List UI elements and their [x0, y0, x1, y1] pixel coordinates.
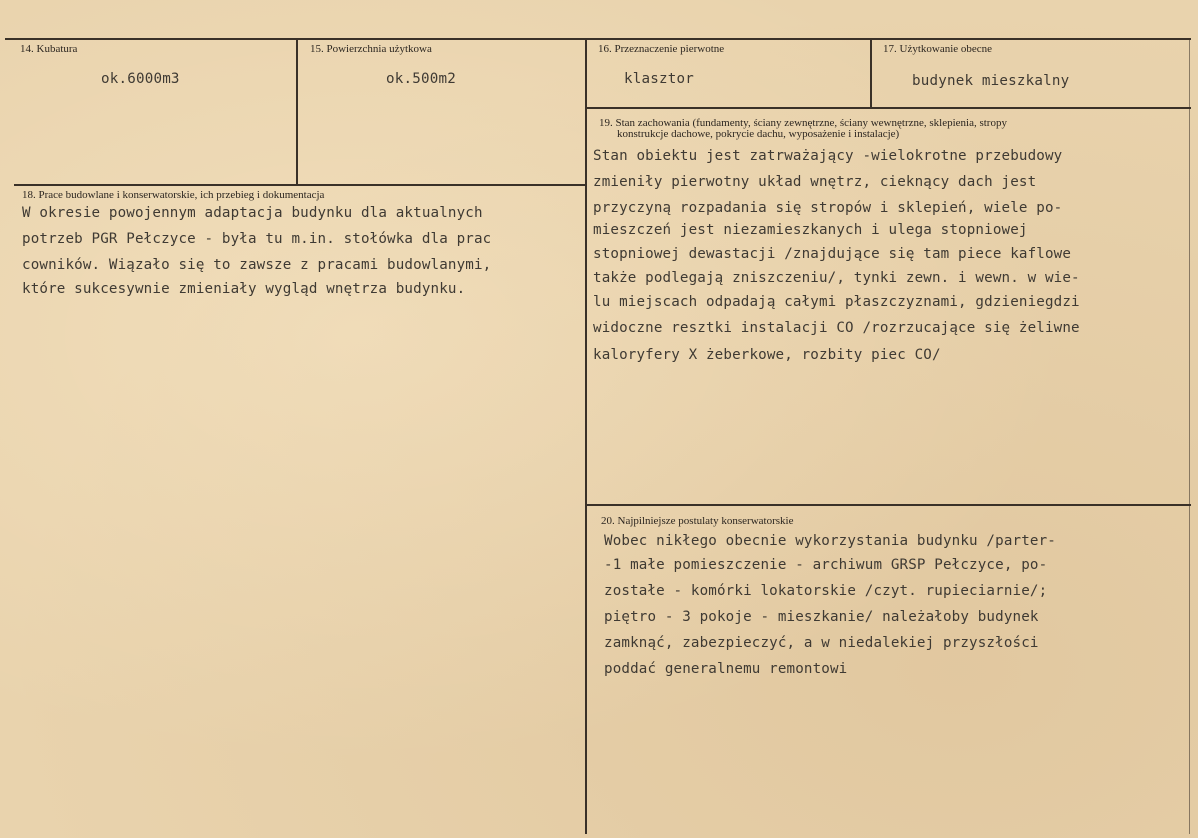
divider-15-18 — [14, 184, 587, 186]
divider-19-20 — [587, 504, 1191, 506]
field-18-label: 18. Prace budowlane i konserwatorskie, ich przebieg i dokumentacja — [22, 189, 325, 201]
field-19-line: stopniowej dewastacji /znajdujące się tam piece kaflowe — [593, 246, 1072, 262]
divider-14-15 — [296, 38, 298, 184]
field-15-label: 15. Powierzchnia użytkowa — [310, 43, 432, 55]
field-18-line: cowników. Wiązało się to zawsze z pracami budowlanymi, — [22, 257, 492, 273]
field-19-line: zmieniły pierwotny układ wnętrz, cieknący dach jest — [593, 174, 1037, 190]
divider-16-19 — [587, 107, 1191, 109]
right-border — [1189, 38, 1190, 834]
field-20-line: zamknąć, zabezpieczyć, a w niedalekiej przyszłości — [604, 635, 1039, 651]
field-15-value: ok.500m2 — [386, 71, 456, 87]
field-14-value: ok.6000m3 — [101, 71, 180, 87]
field-20-line: -1 małe pomieszczenie - archiwum GRSP Pełczyce, po- — [604, 557, 1048, 573]
field-20-line: poddać generalnemu remontowi — [604, 661, 848, 677]
field-19-label: 19. Stan zachowania (fundamenty, ściany zewnętrzne, ściany wewnętrzne, sklepienia, stropy — [599, 117, 1007, 129]
center-divider — [585, 38, 587, 834]
field-19-line: mieszczeń jest niezamieszkanych i ulega stopniowej — [593, 222, 1028, 238]
field-18-line: które sukcesywnie zmieniały wygląd wnętrza budynku. — [22, 281, 466, 297]
field-16-label: 16. Przeznaczenie pierwotne — [598, 43, 725, 55]
field-19-line: Stan obiektu jest zatrważający -wielokrotne przebudowy — [593, 148, 1063, 164]
divider-16-17 — [870, 38, 872, 108]
field-19-label-continued: konstrukcje dachowe, pokrycie dachu, wyposażenie i instalacje) — [617, 128, 900, 140]
field-14-label: 14. Kubatura — [20, 43, 78, 55]
field-19-line: widoczne resztki instalacji CO /rozrzucające się żeliwne — [593, 320, 1080, 336]
field-20-line: Wobec nikłego obecnie wykorzystania budynku /parter- — [604, 533, 1056, 549]
field-18-line: W okresie powojennym adaptacja budynku dla aktualnych — [22, 205, 483, 221]
field-20-line: zostałe - komórki lokatorskie /czyt. rupieciarnie/; — [604, 583, 1048, 599]
field-20-label: 20. Najpilniejsze postulaty konserwatorskie — [601, 515, 794, 527]
field-18-line: potrzeb PGR Pełczyce - była tu m.in. stołówka dla prac — [22, 231, 492, 247]
field-17-label: 17. Użytkowanie obecne — [883, 43, 993, 55]
field-19-line: także podlegają zniszczeniu/, tynki zewn. i wewn. w wie- — [593, 270, 1080, 286]
field-16-value: klasztor — [624, 71, 694, 87]
top-border — [5, 38, 1191, 40]
field-19-line: lu miejscach odpadają całymi płaszczyznami, gdzieniegdzi — [593, 294, 1080, 310]
field-19-line: przyczyną rozpadania się stropów i sklepień, wiele po- — [593, 200, 1063, 216]
field-17-value: budynek mieszkalny — [912, 73, 1070, 89]
field-20-line: piętro - 3 pokoje - mieszkanie/ należałoby budynek — [604, 609, 1039, 625]
field-19-line: kaloryfery X żeberkowe, rozbity piec CO/ — [593, 347, 941, 363]
